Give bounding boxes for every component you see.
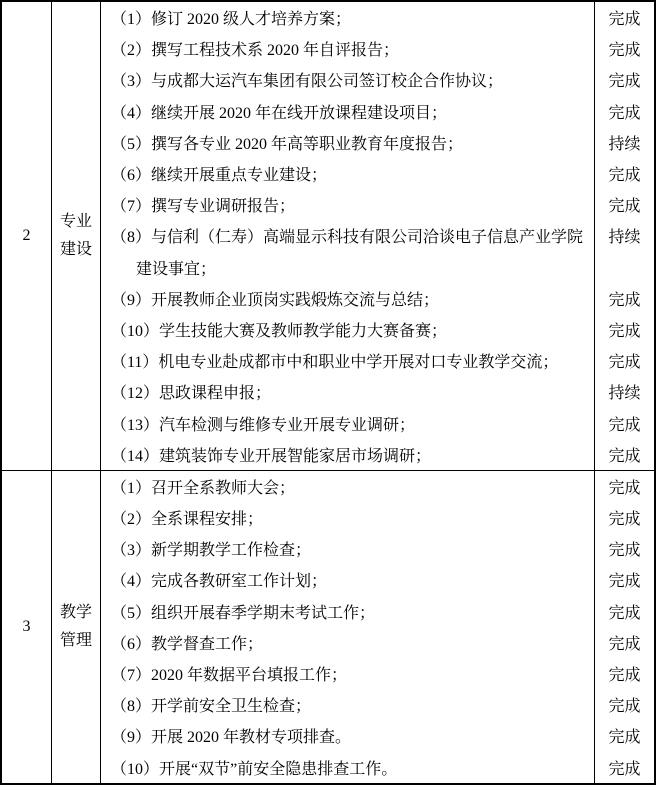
task-text: （1）召开全系教师大会；	[111, 479, 296, 497]
task-text: （7）撰写专业调研报告；	[111, 198, 296, 216]
task-list	[101, 471, 654, 783]
status-label: 完成	[594, 564, 654, 595]
task-text: （6）教学督查工作；	[111, 635, 264, 653]
status-label: 完成	[594, 64, 654, 95]
task-row	[101, 345, 654, 376]
task-row	[101, 752, 654, 783]
status-label: 完成	[594, 407, 654, 438]
status-label: 持续	[594, 127, 654, 158]
task-row	[101, 376, 654, 407]
task-row	[101, 314, 654, 345]
status-label: 完成	[594, 96, 654, 127]
status-label: 持续	[594, 376, 654, 407]
task-text: （5）撰写各专业 2020 年高等职业教育年度报告；	[111, 135, 464, 153]
status-label: 完成	[594, 471, 654, 502]
section-category-line: 管理	[59, 631, 92, 649]
task-text: （2）全系课程安排；	[111, 511, 264, 529]
status-label: 完成	[594, 596, 654, 627]
table-section-row	[2, 470, 654, 783]
task-text: （1）修订 2020 级人才培养方案；	[111, 11, 352, 29]
task-text: （2）撰写工程技术系 2020 年自评报告；	[111, 42, 400, 60]
section-category-line: 专业	[59, 212, 92, 230]
task-row	[101, 502, 654, 533]
task-list	[101, 2, 654, 470]
task-text: （10）学生技能大赛及教师教学能力大赛备赛；	[111, 322, 448, 340]
task-text: （8）与信利（仁寿）高端显示科技有限公司洽谈电子信息产业学院	[111, 229, 584, 247]
status-label: 完成	[594, 158, 654, 189]
task-text: （10）开展“双节”前安全隐患排查工作。	[111, 760, 398, 778]
status-label: 完成	[594, 314, 654, 345]
status-label: 完成	[594, 439, 654, 470]
task-row	[101, 2, 654, 33]
status-label: 完成	[594, 2, 654, 33]
task-row	[101, 533, 654, 564]
status-label: 完成	[594, 502, 654, 533]
task-row-continuation	[101, 252, 654, 283]
status-label: 完成	[594, 720, 654, 751]
task-row	[101, 439, 654, 470]
section-category	[52, 471, 101, 783]
task-text: （12）思政课程申报；	[111, 385, 272, 403]
table-section-row	[2, 2, 654, 470]
status-label: 完成	[594, 33, 654, 64]
task-row	[101, 407, 654, 438]
task-text: （4）继续开展 2020 年在线开放课程建设项目；	[111, 104, 448, 122]
task-text: （4）完成各教研室工作计划；	[111, 573, 328, 591]
task-row	[101, 720, 654, 751]
task-text: （8）开学前安全卫生检查；	[111, 698, 312, 716]
task-row	[101, 689, 654, 720]
status-label: 完成	[594, 533, 654, 564]
task-text: （11）机电专业赴成都市中和职业中学开展对口专业教学交流；	[111, 354, 559, 372]
task-text: （3）新学期教学工作检查；	[111, 542, 312, 560]
task-row	[101, 64, 654, 95]
task-text: （6）继续开展重点专业建设；	[111, 167, 328, 185]
status-label: 完成	[594, 345, 654, 376]
section-category	[52, 2, 101, 470]
status-label: 完成	[594, 658, 654, 689]
task-text: （5）组织开展春季学期末考试工作；	[111, 604, 376, 622]
status-label: 完成	[594, 752, 654, 783]
status-label: 完成	[594, 283, 654, 314]
task-text: （9）开展 2020 年教材专项排查。	[111, 729, 352, 747]
task-text: （3）与成都大运汽车集团有限公司签订校企合作协议；	[111, 73, 504, 91]
task-row	[101, 564, 654, 595]
task-row	[101, 596, 654, 627]
section-category-line: 教学	[59, 603, 92, 621]
task-text: （7）2020 年数据平台填报工作；	[111, 667, 348, 685]
status-label: 完成	[594, 189, 654, 220]
section-number: 3	[2, 471, 52, 783]
task-row	[101, 220, 654, 251]
task-row	[101, 627, 654, 658]
task-row	[101, 658, 654, 689]
section-number: 2	[2, 2, 52, 470]
task-row	[101, 127, 654, 158]
status-cell-empty	[594, 252, 654, 283]
status-label: 持续	[594, 220, 654, 251]
task-text: （13）汽车检测与维修专业开展专业调研；	[111, 416, 416, 434]
task-row	[101, 158, 654, 189]
task-row	[101, 96, 654, 127]
status-label: 完成	[594, 689, 654, 720]
task-text: （14）建筑装饰专业开展智能家居市场调研；	[111, 447, 432, 465]
task-row	[101, 33, 654, 64]
task-text-continuation: 建设事宜；	[136, 260, 217, 278]
task-row	[101, 189, 654, 220]
task-row	[101, 471, 654, 502]
section-category-line: 建设	[59, 240, 92, 258]
task-text: （9）开展教师企业顶岗实践煅炼交流与总结；	[111, 291, 440, 309]
status-label: 完成	[594, 627, 654, 658]
task-row	[101, 283, 654, 314]
